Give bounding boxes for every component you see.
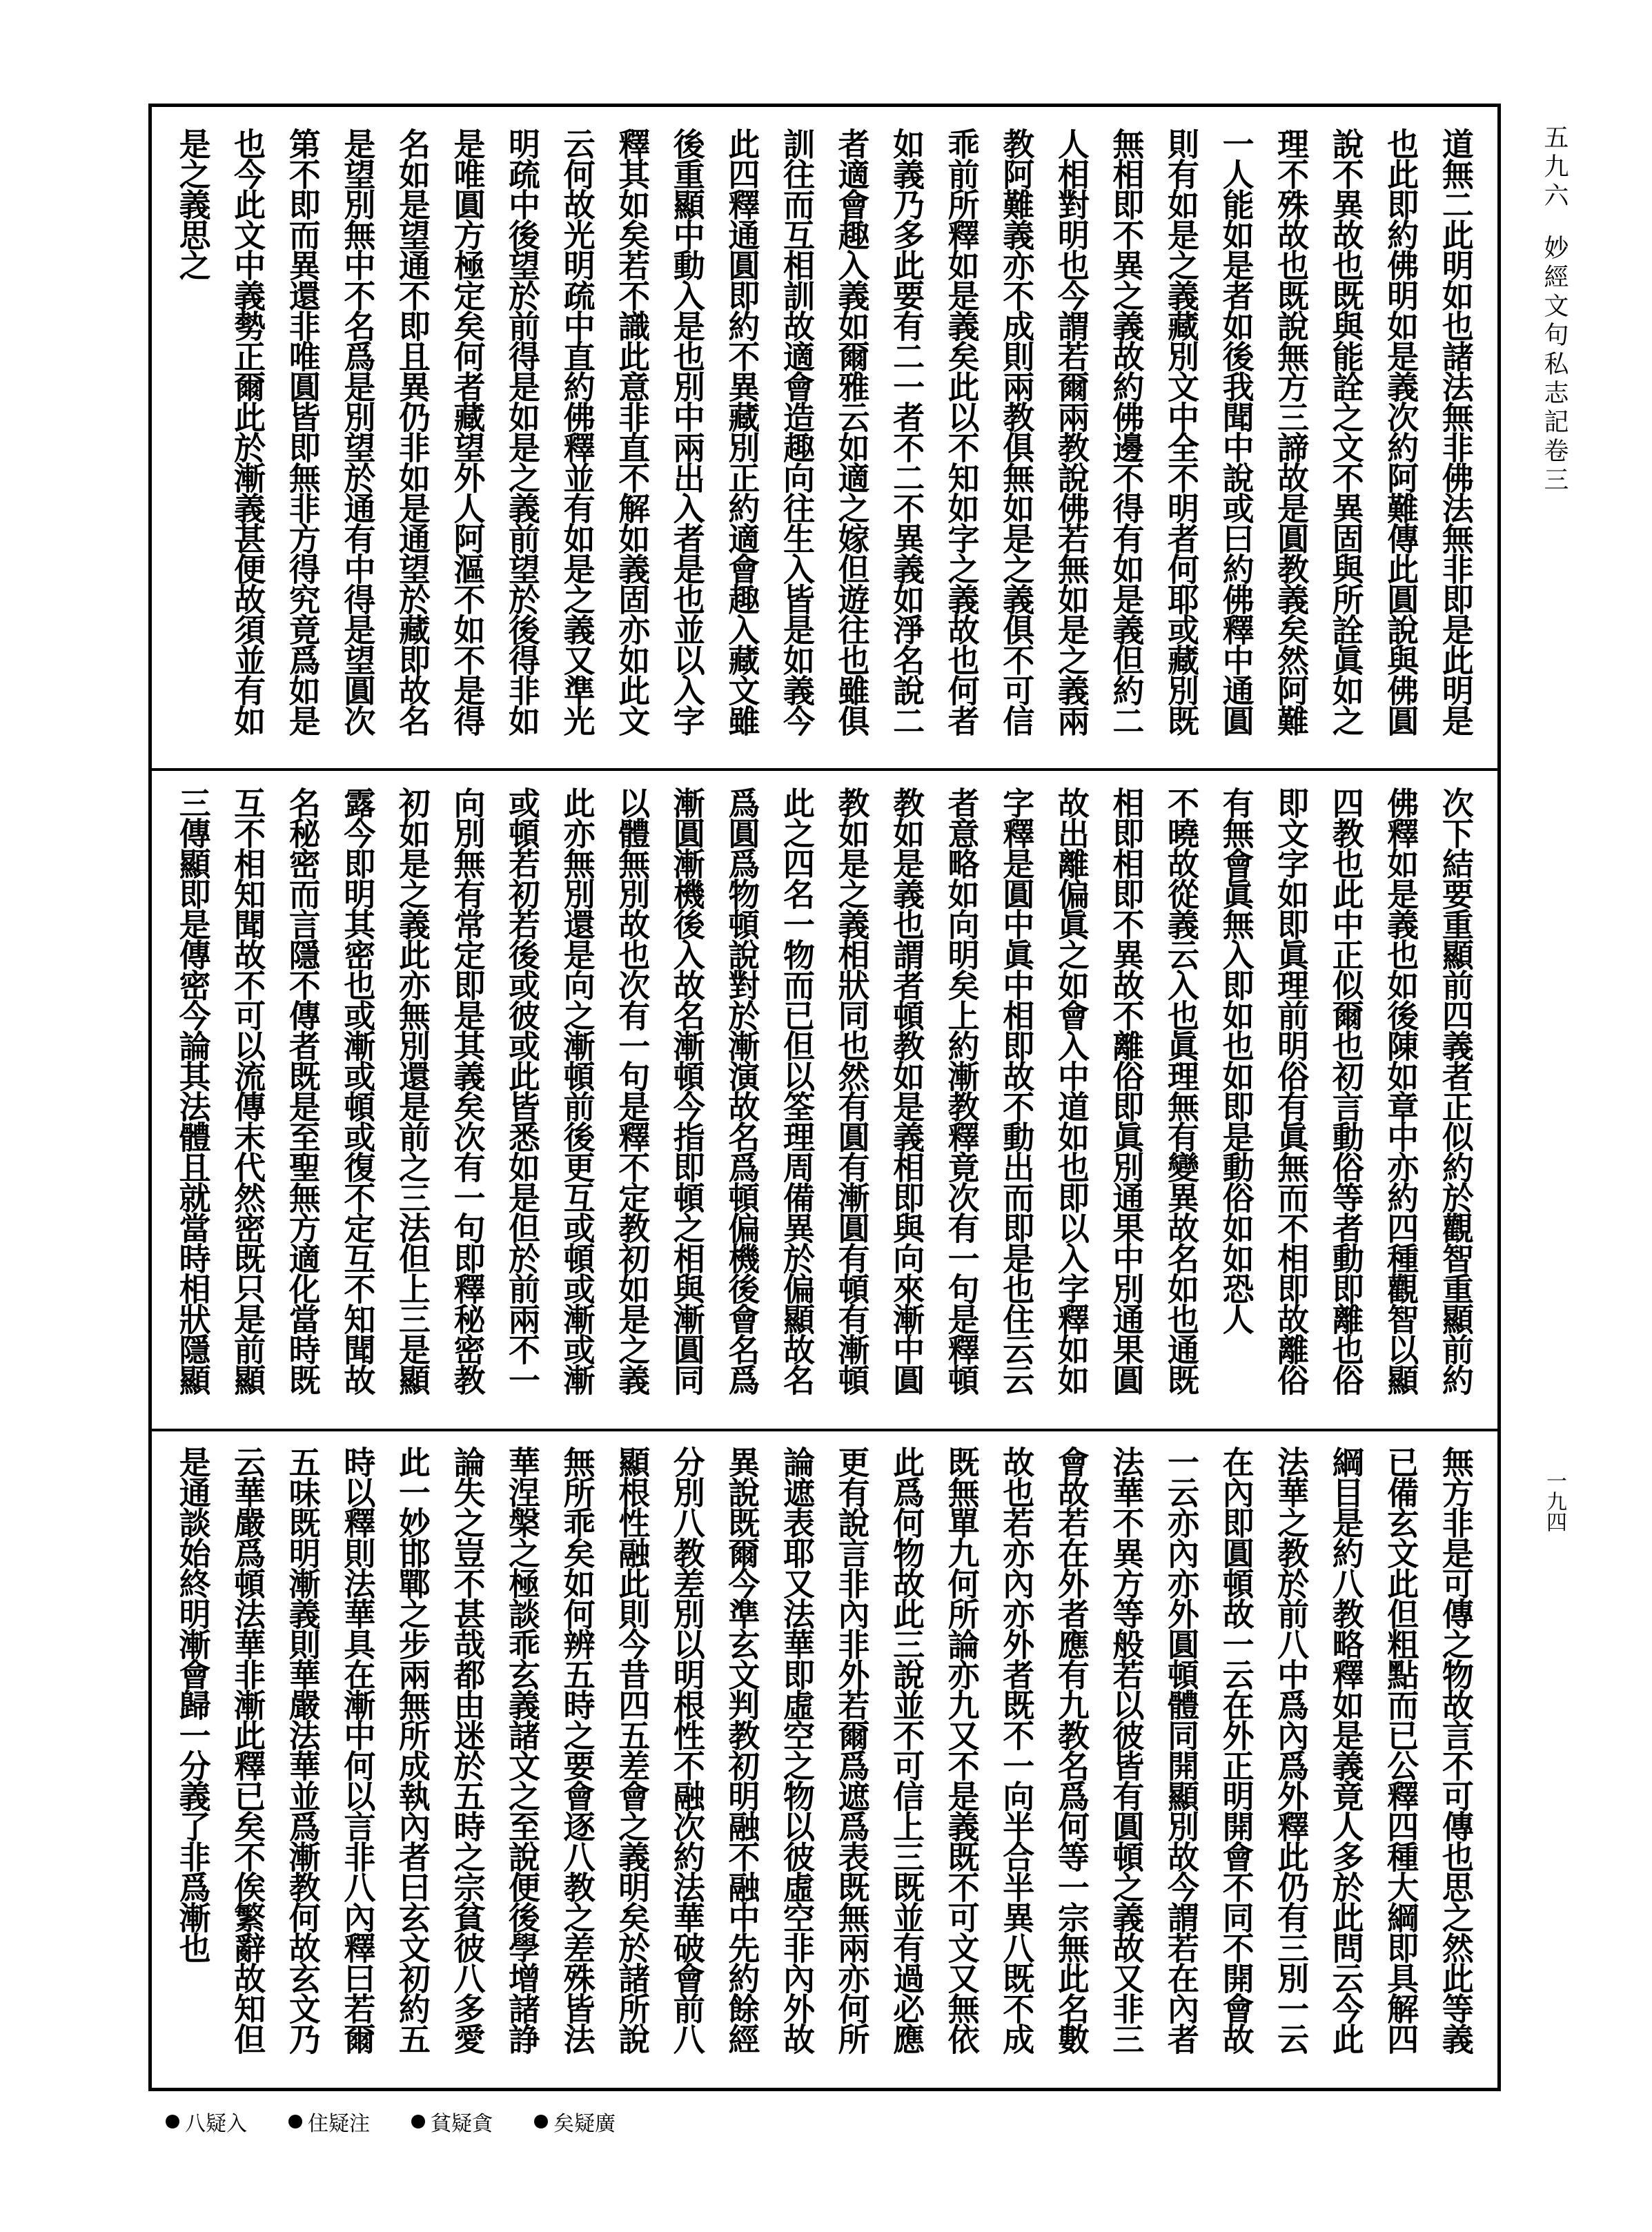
text-column: 無相即不異之義故約佛邊不得有如是義但約二: [1108, 128, 1145, 735]
text-column: 說不異故也既與能詮之文不異固與所詮眞如之: [1327, 128, 1365, 735]
text-column: 一云亦內亦外圓頓體同開顯別故今謂若在內者: [1162, 1446, 1200, 2053]
text-column: 也此即約佛明如是義次約阿難傳此圓說與佛圓: [1382, 128, 1420, 735]
text-column: 初如是之義此亦無別還是前之三法但上三是顯: [393, 787, 431, 1394]
text-column: 此之四名一物而已但以筌理周備異於偏顯故名: [778, 787, 816, 1394]
text-column: 華涅槃之極談乖玄義諸文之至說便後學增諸諍: [504, 1446, 542, 2053]
text-column: 在內即圓頓故一云在外正明開會不同不開會故: [1217, 1446, 1255, 2053]
bullet-icon: [166, 2115, 179, 2128]
footnote-3: [411, 2106, 493, 2137]
text-column: 後重顯中動入是也別中兩出入者是也並以入字: [668, 128, 706, 735]
text-column: 第不即而異還非唯圓皆即無非方得究竟爲如是: [284, 128, 322, 735]
text-column: 是之義思之: [174, 128, 212, 280]
text-column: 顯根性融此則今昔四五差會之義明矣於諸所說: [613, 1446, 651, 2053]
text-column: 者適會趣入義如爾雅云如適之嫁但遊往也雖俱: [833, 128, 871, 735]
text-column: 互不相知聞故不可以流傳末代然密既只是前顯: [229, 787, 267, 1394]
text-column: 已備玄文此但粗點而已公釋四種大綱即具解四: [1382, 1446, 1420, 2053]
text-column: 露今即明其密也或漸或頓或復不定互不知聞故: [339, 787, 377, 1394]
text-column: 訓往而互相訓故適會造趣向往生入皆是如義今: [778, 128, 816, 735]
text-column: 時以釋則法華具在漸中何以言非八內釋曰若爾: [339, 1446, 377, 2053]
text-column: 綱目是約八教略釋如是義竟人多於此問云今此: [1327, 1446, 1365, 2053]
text-column: 漸圓漸機後入故名漸頓今指即頓之相與漸圓同: [668, 787, 706, 1394]
text-column: 一人能如是者如後我聞中說或曰約佛釋中通圓: [1217, 128, 1255, 735]
panel-divider-2: [148, 1429, 1501, 1431]
text-panel-top: [166, 128, 1484, 752]
running-title: 妙經文句私志記卷三: [1540, 235, 1569, 496]
text-column: 次下結要重顯前四義者正似約於觀智重顯前約: [1437, 787, 1475, 1394]
text-column: 佛釋如是義也如後陳如章中亦約四種觀智以顯: [1382, 787, 1420, 1394]
text-column: 教阿難義亦不成則兩教俱無如是之義俱不可信: [998, 128, 1036, 735]
text-column: 明疏中後望於前得是如是之義前望於後得非如: [504, 128, 542, 735]
text-column: 以體無別故也次有一句是釋不定教初如是之義: [613, 787, 651, 1394]
text-column: 釋其如矣若不識此意非直不解如義固亦如此文: [613, 128, 651, 735]
bullet-icon: [534, 2115, 548, 2128]
text-column: 會故若在外者應有九教名爲何等一宗無此名數: [1052, 1446, 1090, 2053]
text-column: 云華嚴爲頓法華非漸此釋已矣不俟繁辭故知但: [229, 1446, 267, 2053]
text-column: 云何故光明疏中直約佛釋並有如是之義又準光: [558, 128, 596, 735]
text-column: 向別無有常定即是其義矣次有一句即釋秘密教: [449, 787, 486, 1394]
text-column: 無方非是可傳之物故言不可傳也思之然此等義: [1437, 1446, 1475, 2053]
text-column: 此亦無別還是向之漸頓前後更互或頓或漸或漸: [558, 787, 596, 1394]
text-column: 名如是望通不即且異仍非如是通望於藏即故名: [393, 128, 431, 735]
text-column: 乖前所釋如是義矣此以不知如字之義故也何者: [943, 128, 981, 735]
bullet-icon: [411, 2115, 425, 2128]
panel-divider-1: [148, 768, 1501, 771]
text-column: 既無單九何所論亦九又不是義既不可文又無依: [943, 1446, 981, 2053]
footnote-text: 住疑注: [308, 2112, 370, 2136]
text-column: 分別八教差別以明根性不融次約法華破會前八: [668, 1446, 706, 2053]
text-column: 也今此文中義勢正爾此於漸義甚便故須並有如: [229, 128, 267, 735]
text-column: 名秘密而言隱不傳者既是至聖無方適化當時既: [284, 787, 322, 1394]
text-column: 人相對明也今謂若爾兩教說佛若無如是之義兩: [1052, 128, 1090, 735]
text-column: 或頓若初若後或彼或此皆悉如是但於前兩不一: [504, 787, 542, 1394]
text-column: 法華之教於前八中爲內爲外釋此仍有三別一云: [1272, 1446, 1310, 2053]
footnotes: [166, 2106, 616, 2137]
text-column: 是通談始終明漸會歸一分義了非爲漸也: [174, 1446, 212, 1962]
text-column: 是望別無中不名爲是別望於通有中得是望圓次: [339, 128, 377, 735]
text-column: 者意略如向明矣上約漸教釋竟次有一句是釋頓: [943, 787, 981, 1394]
text-column: 則有如是之義藏別文中全不明者何耶或藏別既: [1162, 128, 1200, 735]
text-panel-middle: [166, 787, 1484, 1411]
footnote-2: [288, 2106, 370, 2137]
text-column: 無所乖矣如何辨五時之要會逐八教之差殊皆法: [558, 1446, 596, 2053]
footnote-1: [166, 2106, 247, 2137]
footnote-text: 矣疑廣: [553, 2112, 616, 2136]
text-column: 有無會眞無入即如也如即是動俗如如恐人: [1217, 787, 1255, 1333]
text-column: 如義乃多此要有二一者不二不異義如淨名說二: [888, 128, 926, 735]
text-column: 論失之豈不甚哉都由迷於五時之宗貧彼八多愛: [449, 1446, 486, 2053]
text-column: 異說既爾今準玄文判教初明融不融中先約餘經: [723, 1446, 761, 2053]
text-column: 爲圓爲物頓說對於漸演故名爲頓偏機後會名爲: [723, 787, 761, 1394]
text-column: 是唯圓方極定矣何者藏望外人阿漚不如不是得: [449, 128, 486, 735]
footnote-4: [534, 2106, 616, 2137]
text-column: 此四釋通圓即約不異藏別正約適會趣入藏文雖: [723, 128, 761, 735]
bullet-icon: [288, 2115, 302, 2128]
text-column: 四教也此中正似爾也初言動俗等者動即離也俗: [1327, 787, 1365, 1394]
text-column: 教如是之義相狀同也然有圓有漸圓有頓有漸頓: [833, 787, 871, 1394]
footnote-text: 八疑入: [185, 2112, 247, 2136]
text-column: 故出離偏眞之如會入中道如也即以入字釋如如: [1052, 787, 1090, 1394]
page-number: 五九六: [1540, 124, 1569, 211]
text-column: 不曉故從義云入也眞理無有變異故名如也通既: [1162, 787, 1200, 1394]
text-column: 五味既明漸義則華嚴法華並爲漸教何故玄文乃: [284, 1446, 322, 2053]
text-column: 三傳顯即是傳密今論其法體且就當時相狀隱顯: [174, 787, 212, 1394]
footnote-text: 貧疑貪: [431, 2112, 493, 2136]
text-column: 道無二此明如也諸法無非佛法無非即是此明是: [1437, 128, 1475, 735]
text-column: 此一妙邯鄲之步兩無所成執內者曰玄文初約五: [393, 1446, 431, 2053]
text-panel-bottom: [166, 1446, 1484, 2074]
side-page-number: 一九四: [1542, 1470, 1566, 1532]
text-column: 字釋是圓中眞中相即故不動出而即是也住云云: [998, 787, 1036, 1394]
text-column: 論遮表耶又法華即虛空之物以彼虛空非內外故: [778, 1446, 816, 2053]
text-column: 更有說言非內非外若爾爲遮爲表既無兩亦何所: [833, 1446, 871, 2053]
text-column: 故也若亦內亦外者既不一向半合半異八既不成: [998, 1446, 1036, 2053]
text-column: 即文字如即眞理前明俗有眞無而不相即故離俗: [1272, 787, 1310, 1394]
text-column: 法華不異方等般若以彼皆有圓頓之義故又非三: [1108, 1446, 1145, 2053]
text-column: 教如是義也謂者頓教如是義相即與向來漸中圓: [888, 787, 926, 1394]
text-column: 相即相即不異故不離俗即眞別通果中別通果圓: [1108, 787, 1145, 1394]
text-column: 理不殊故也既說無方三諦故是圓教義矣然阿難: [1272, 128, 1310, 735]
text-column: 此爲何物故此三說並不可信上三既並有過必應: [888, 1446, 926, 2053]
